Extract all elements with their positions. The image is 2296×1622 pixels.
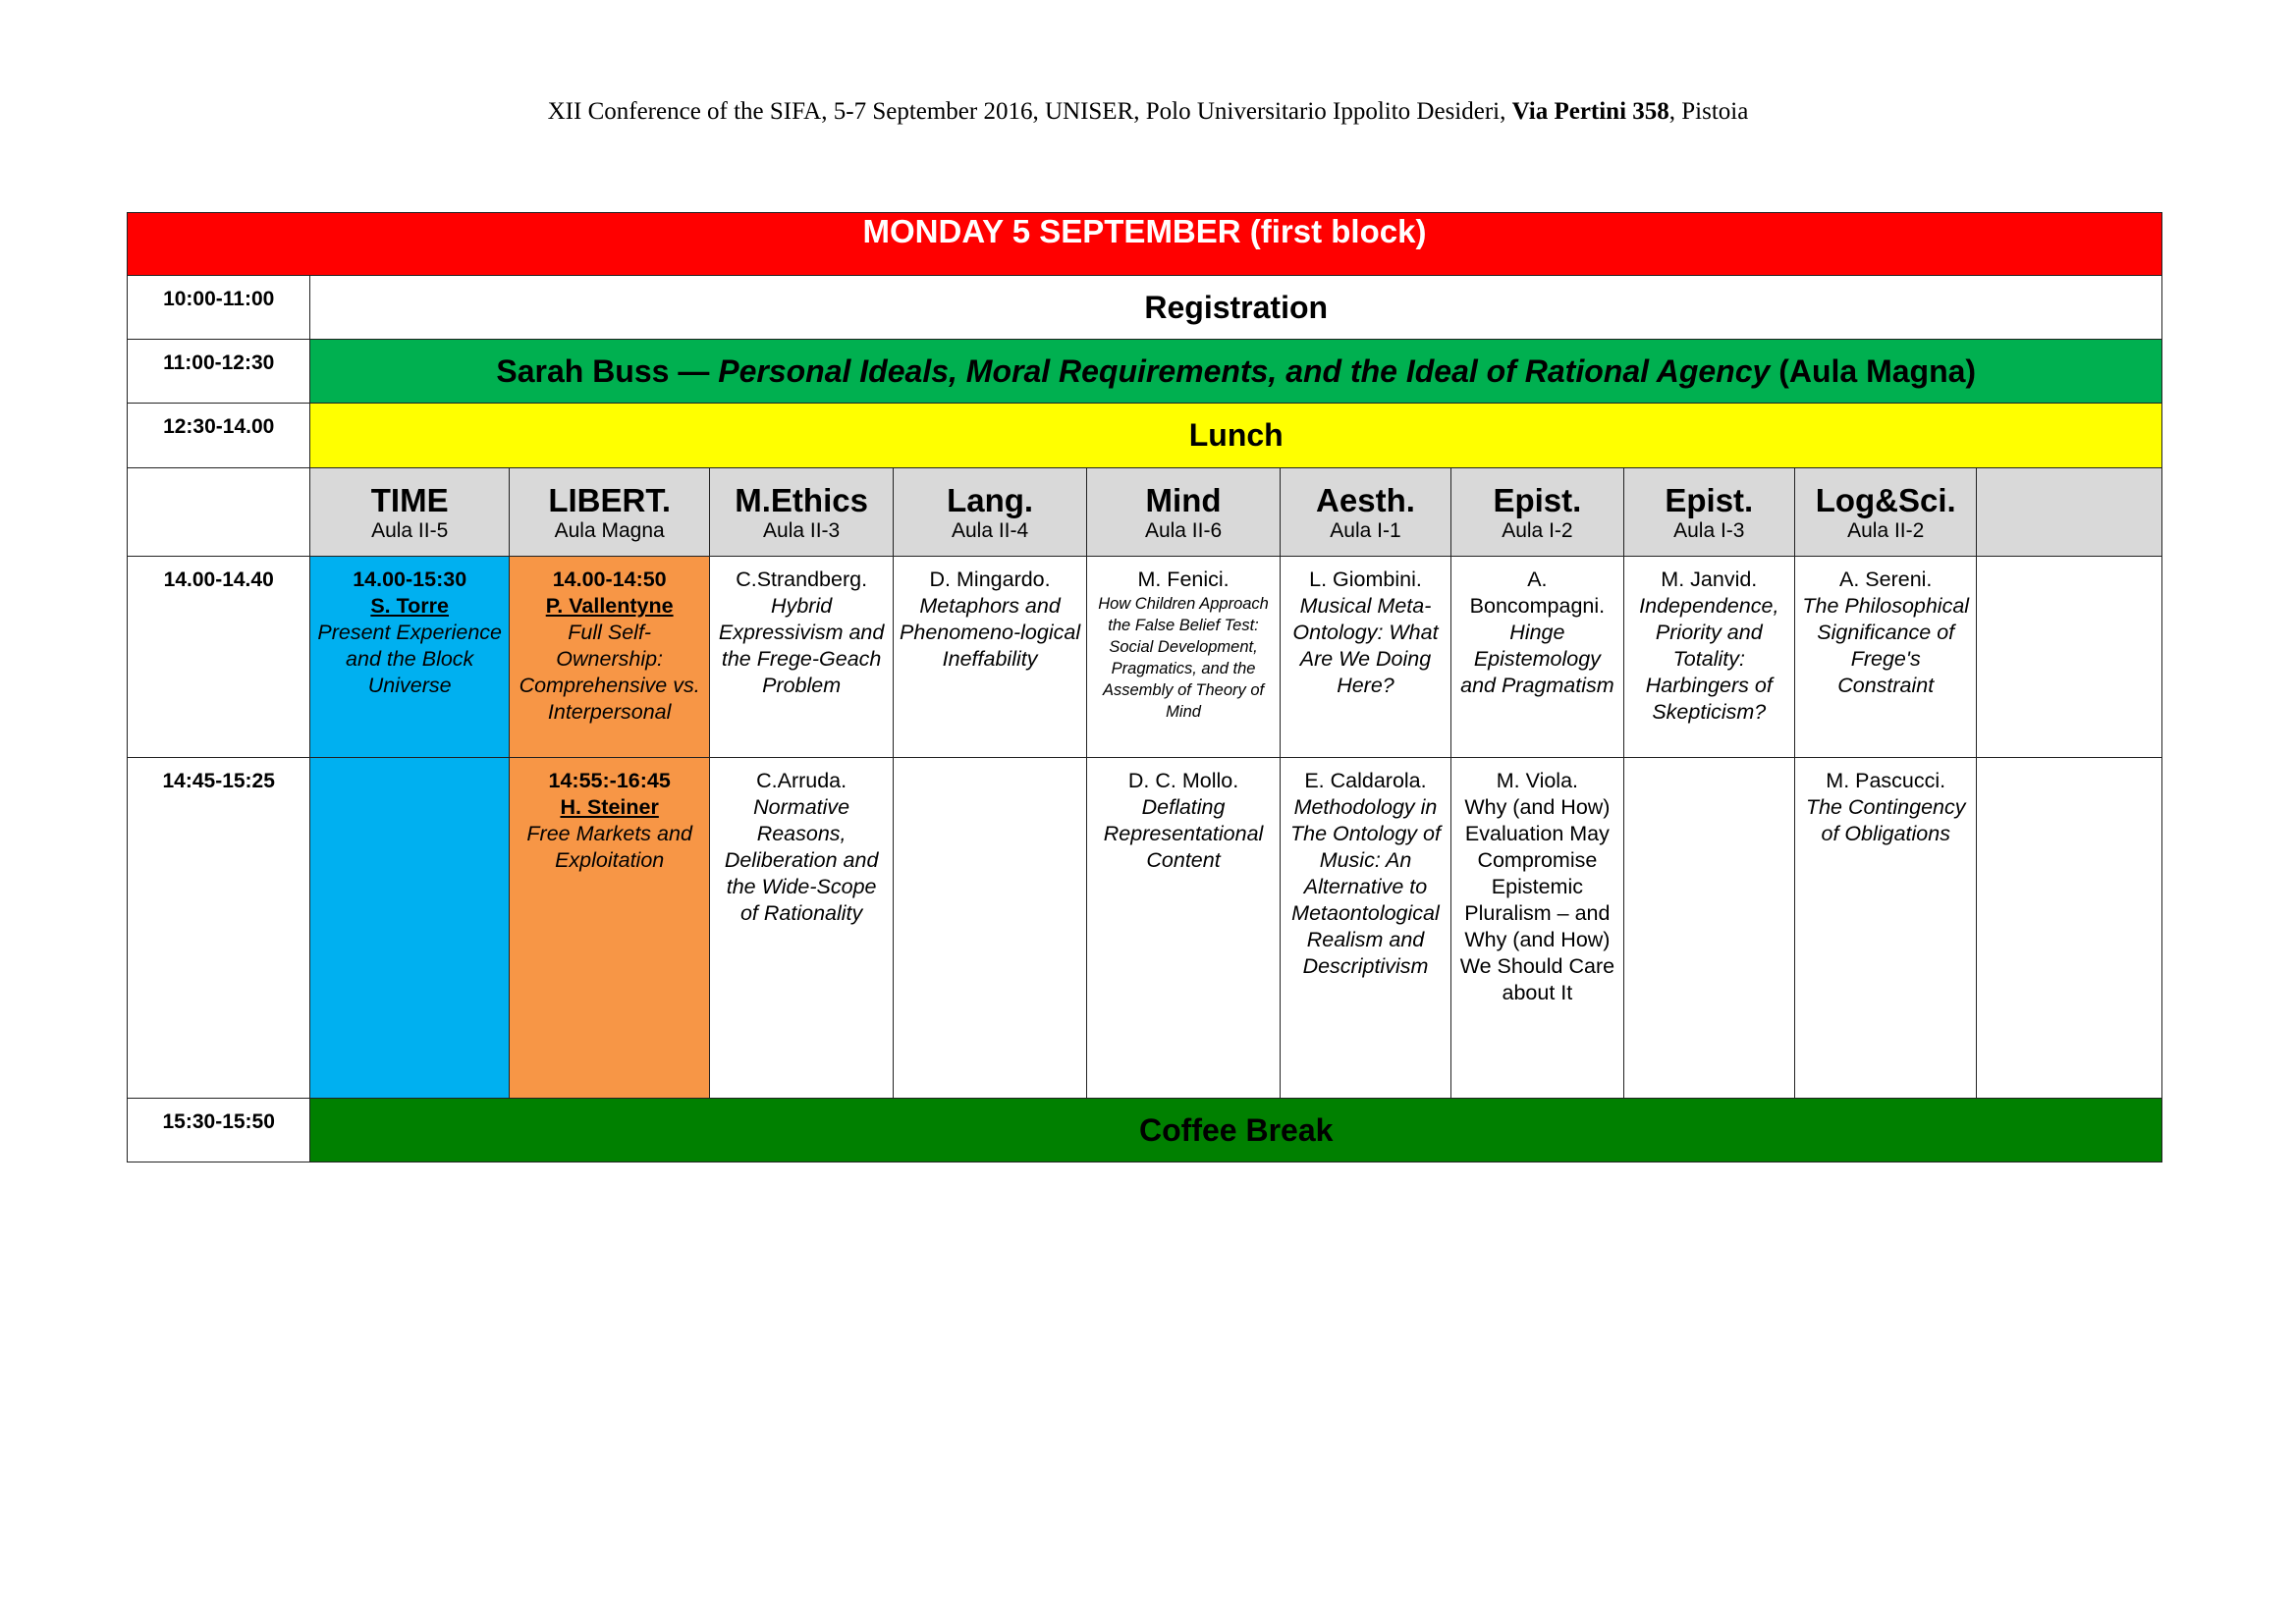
- session-row-2: [128, 758, 2162, 1099]
- talk-time: 14.00-14:50: [552, 568, 667, 591]
- header-address: Via Pertini 358: [1511, 98, 1669, 125]
- section-epist-1: [1451, 468, 1623, 557]
- section-room: Aula II-2: [1847, 518, 1925, 542]
- keynote-row: [128, 340, 2162, 404]
- talk-cell: [1451, 557, 1623, 758]
- talk-title: The Philosophical Significance of Frege's Constraint: [1802, 594, 1970, 697]
- section-room: Aula I-2: [1502, 518, 1573, 542]
- talk-cell: [1280, 758, 1450, 1099]
- section-name: Lang.: [947, 481, 1034, 518]
- talk-cell: [1280, 557, 1450, 758]
- talk-author: A. Sereni.: [1839, 568, 1933, 591]
- talk-time: 14.00-15:30: [353, 568, 467, 591]
- talk-cell: [310, 557, 509, 758]
- talk-author: D. Mingardo.: [929, 568, 1051, 591]
- talk-title: The Contingency of Obligations: [1805, 795, 1966, 845]
- talk-title: Free Markets and Exploitation: [526, 822, 692, 872]
- talk-title: How Children Approach the False Belief Test: Social Development, Pragmatics, and the Assembly of Theory of Mind: [1098, 595, 1269, 721]
- section-name: M.Ethics: [735, 481, 868, 518]
- talk-time: 14:55:-16:45: [548, 769, 671, 792]
- section-name: Log&Sci.: [1815, 481, 1956, 518]
- section-name: LIBERT.: [548, 481, 671, 518]
- talk-author: C.Strandberg.: [736, 568, 868, 591]
- section-libert: [509, 468, 709, 557]
- time-slot: 15:30-15:50: [128, 1099, 310, 1162]
- section-room: Aula I-3: [1673, 518, 1745, 542]
- talk-cell: [1623, 557, 1794, 758]
- talk-cell: [1451, 758, 1623, 1099]
- section-mind: [1087, 468, 1280, 557]
- empty-cell: [1977, 557, 2162, 758]
- talk-cell: [893, 557, 1086, 758]
- talk-author: H. Steiner: [560, 795, 659, 819]
- session-row-1: [128, 557, 2162, 758]
- talk-cell: [1087, 557, 1280, 758]
- talk-cell: [509, 758, 709, 1099]
- talk-cell: [1087, 758, 1280, 1099]
- talk-author: M. Viola.: [1496, 769, 1579, 792]
- section-ethics: [710, 468, 893, 557]
- section-lang: [893, 468, 1086, 557]
- schedule-table: [127, 212, 2162, 1162]
- header-city: , Pistoia: [1668, 98, 1749, 125]
- time-slot: 14.00-14.40: [128, 557, 310, 758]
- keynote-speaker: Sarah Buss —: [496, 352, 719, 389]
- document-header: [0, 98, 2296, 126]
- section-logsci: [1795, 468, 1977, 557]
- talk-author: M. Pascucci.: [1826, 769, 1946, 792]
- time-slot: 14:45-15:25: [128, 758, 310, 1099]
- section-empty: [1977, 468, 2162, 557]
- talk-title: Hinge Epistemology and Pragmatism: [1460, 621, 1614, 697]
- section-room: Aula II-4: [951, 518, 1029, 542]
- header-text: XII Conference of the SIFA, 5-7 September 2016, UNISER, Polo Universitario Ippolito Desideri,: [547, 98, 1512, 125]
- talk-author: A. Boncompagni.: [1469, 568, 1606, 618]
- talk-cell: [509, 557, 709, 758]
- talk-title: Independence, Priority and Totality: Harbingers of Skepticism?: [1639, 594, 1779, 724]
- section-name: Mind: [1145, 481, 1222, 518]
- talk-author: P. Vallentyne: [545, 594, 674, 618]
- section-epist-2: [1623, 468, 1794, 557]
- talk-title: Full Self-Ownership: Comprehensive vs. Interpersonal: [519, 621, 700, 724]
- title-row: [128, 213, 2162, 276]
- section-room: Aula II-5: [371, 518, 449, 542]
- coffee-row: [128, 1099, 2162, 1162]
- section-name: Aesth.: [1316, 481, 1415, 518]
- time-slot: 11:00-12:30: [128, 340, 310, 404]
- time-slot: 10:00-11:00: [128, 276, 310, 340]
- section-room: Aula II-6: [1144, 518, 1223, 542]
- section-aesth: [1280, 468, 1450, 557]
- talk-author: E. Caldarola.: [1304, 769, 1427, 792]
- talk-cell: [1795, 557, 1977, 758]
- talk-title: Present Experience and the Block Universe: [317, 621, 502, 697]
- talk-author: D. C. Mollo.: [1127, 769, 1239, 792]
- section-name: Epist.: [1665, 481, 1754, 518]
- section-room: Aula I-1: [1330, 518, 1401, 542]
- lunch-row: [128, 404, 2162, 468]
- day-title: MONDAY 5 SEPTEMBER (first block): [128, 213, 2162, 276]
- empty-cell: [893, 758, 1086, 1099]
- section-time: [310, 468, 509, 557]
- talk-title: Methodology in The Ontology of Music: An Alternative to Metaontological Realism and Descriptivism: [1289, 795, 1441, 978]
- section-header-row: [128, 468, 2162, 557]
- talk-author: C.Arruda.: [756, 769, 847, 792]
- talk-author: L. Giombini.: [1309, 568, 1422, 591]
- section-room: Aula Magna: [554, 518, 665, 542]
- talk-cell-continued: [310, 758, 509, 1099]
- talk-cell: [710, 557, 893, 758]
- talk-title: Metaphors and Phenomeno-logical Ineffability: [900, 594, 1081, 671]
- empty-cell: [1977, 758, 2162, 1099]
- talk-title: Hybrid Expressivism and the Frege-Geach Problem: [718, 594, 885, 697]
- section-name: TIME: [370, 481, 449, 518]
- talk-author: M. Janvid.: [1661, 568, 1758, 591]
- talk-title: Musical Meta-Ontology: What Are We Doing Here?: [1292, 594, 1439, 697]
- talk-title: Why (and How) Evaluation May Compromise Epistemic Pluralism – and Why (and How) We Should Care about It: [1459, 795, 1615, 1004]
- talk-author: M. Fenici.: [1137, 568, 1230, 591]
- registration-cell: Registration: [310, 276, 2162, 340]
- talk-cell: [710, 758, 893, 1099]
- section-room: Aula II-3: [763, 518, 841, 542]
- coffee-break-cell: Coffee Break: [310, 1099, 2162, 1162]
- talk-title: Normative Reasons, Deliberation and the Wide-Scope of Rationality: [724, 795, 879, 925]
- talk-cell: [1795, 758, 1977, 1099]
- keynote-cell: [310, 340, 2162, 404]
- section-name: Epist.: [1493, 481, 1582, 518]
- registration-row: [128, 276, 2162, 340]
- empty-cell: [128, 468, 310, 557]
- keynote-title: Personal Ideals, Moral Requirements, and the Ideal of Rational Agency: [718, 352, 1771, 389]
- lunch-cell: Lunch: [310, 404, 2162, 468]
- talk-author: S. Torre: [370, 594, 449, 618]
- talk-title: Deflating Representational Content: [1103, 795, 1264, 872]
- time-slot: 12:30-14.00: [128, 404, 310, 468]
- keynote-room: (Aula Magna): [1770, 352, 1977, 389]
- empty-cell: [1623, 758, 1794, 1099]
